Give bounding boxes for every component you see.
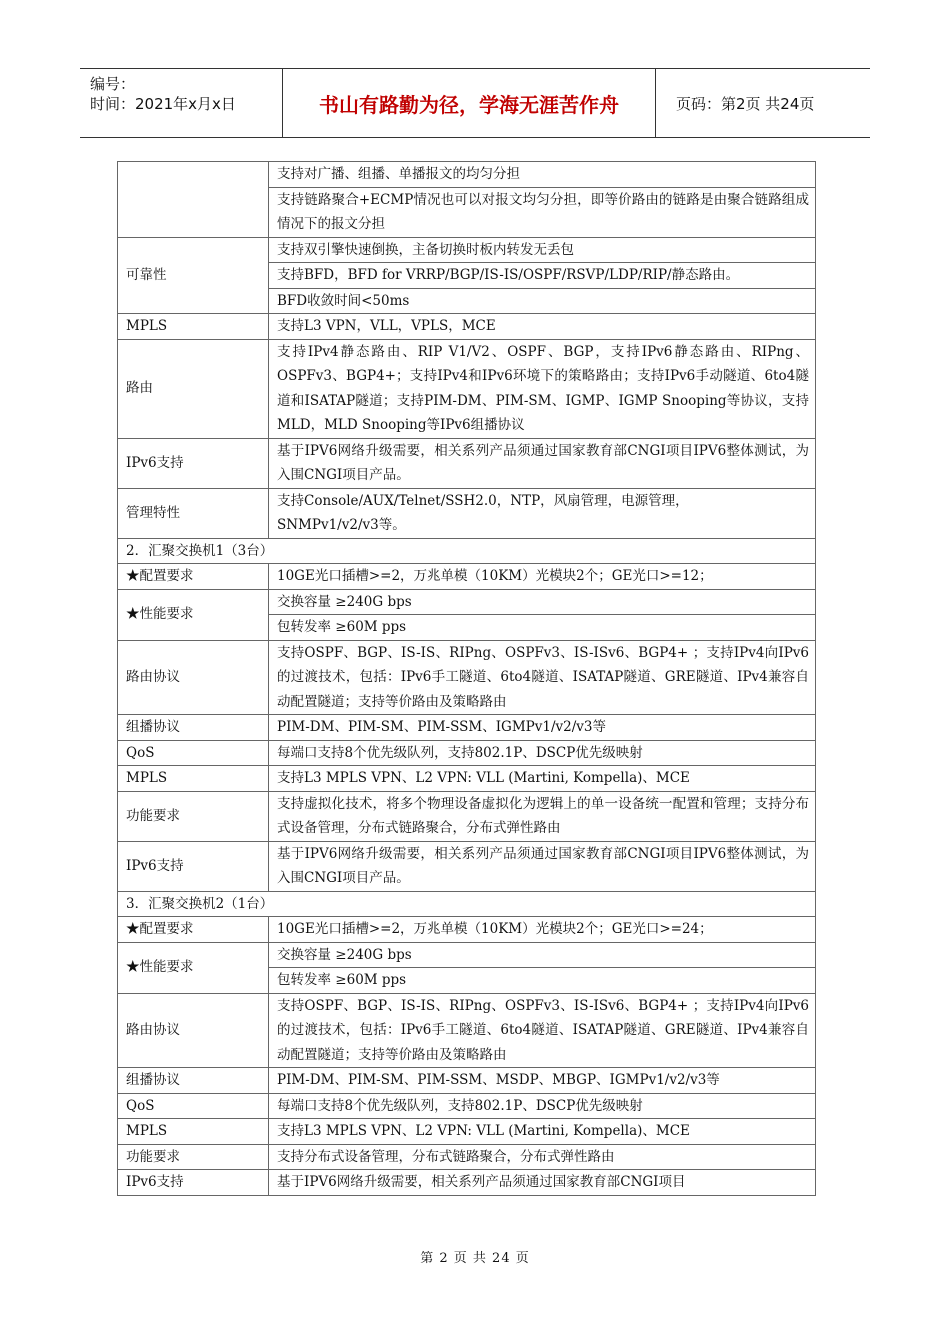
section-heading-row — [118, 538, 816, 564]
table-cell: 支持链路聚合+ECMP情况也可以对报文均匀分担，即等价路由的链路是由聚合链路组成情况下的报文分担 — [269, 187, 816, 237]
table-cell: PIM-DM、PIM-SM、PIM-SSM、MSDP、MBGP、IGMPv1/v2/v3等 — [269, 1068, 816, 1094]
section-heading-row — [118, 891, 816, 917]
row-key-mgmt: 管理特性 — [118, 488, 269, 538]
table-cell: 10GE光口插槽>=2，万兆单模（10KM）光模块2个；GE光口>=24； — [269, 917, 816, 943]
page-header — [80, 68, 870, 138]
table-row — [118, 1068, 816, 1094]
table-cell: 基于IPV6网络升级需要，相关系列产品须通过国家教育部CNGI项目 — [269, 1170, 816, 1196]
row-key-routing: 路由 — [118, 339, 269, 438]
table-cell — [118, 162, 269, 238]
table-row — [118, 1119, 816, 1145]
table-cell: PIM-DM、PIM-SM、PIM-SSM、IGMPv1/v2/v3等 — [269, 715, 816, 741]
table-row — [118, 917, 816, 943]
table-row — [118, 1170, 816, 1196]
table-cell: 支持OSPF、BGP、IS-IS、RIPng、OSPFv3、IS-ISv6、BGP4+ ；支持IPv4向IPv6的过渡技术，包括：IPv6手工隧道、6to4隧道、ISATAP隧道、GRE隧道、IPv4兼容自动配置隧道；支持等价路由及策略路由 — [269, 640, 816, 715]
table-row — [118, 314, 816, 340]
table-row — [118, 841, 816, 891]
table-cell — [269, 488, 816, 538]
table-cell: 包转发率 ≥60M pps — [269, 615, 816, 641]
table-row — [118, 740, 816, 766]
doc-number-label: 编号： — [90, 75, 136, 93]
spec-table — [117, 161, 816, 1196]
page-info-text: 页码：第2页 共24页 — [676, 94, 815, 113]
table-row — [118, 942, 816, 968]
row-key: 功能要求 — [118, 791, 269, 841]
header-motto: 书山有路勤为径，学海无涯苦作舟 — [283, 69, 656, 137]
table-row — [118, 237, 816, 263]
table-cell: 支持BFD，BFD for VRRP/BGP/IS-IS/OSPF/RSVP/LDP/RIP/静态路由。 — [269, 263, 816, 289]
row-key: QoS — [118, 1093, 269, 1119]
table-row — [118, 1144, 816, 1170]
row-key: 组播协议 — [118, 715, 269, 741]
table-row — [118, 162, 816, 188]
table-cell: 基于IPV6网络升级需要，相关系列产品须通过国家教育部CNGI项目IPV6整体测试，为入围CNGI项目产品。 — [269, 438, 816, 488]
table-cell: 支持虚拟化技术，将多个物理设备虚拟化为逻辑上的单一设备统一配置和管理；支持分布式设备管理，分布式链路聚合，分布式弹性路由 — [269, 791, 816, 841]
table-row — [118, 488, 816, 538]
row-key: IPv6支持 — [118, 841, 269, 891]
table-row — [118, 1093, 816, 1119]
table-cell: 支持分布式设备管理，分布式链路聚合，分布式弹性路由 — [269, 1144, 816, 1170]
table-row — [118, 640, 816, 715]
mgmt-line-2: SNMPv1/v2/v3等。 — [277, 517, 406, 533]
row-key: 组播协议 — [118, 1068, 269, 1094]
table-cell: 支持L3 MPLS VPN、L2 VPN: VLL (Martini, Kompella)、MCE — [269, 1119, 816, 1145]
mgmt-line-1: 支持Console/AUX/Telnet/SSH2.0，NTP，风扇管理，电源管理， — [277, 492, 689, 509]
row-key: ★性能要求 — [118, 589, 269, 640]
table-cell: BFD收敛时间<50ms — [269, 288, 816, 314]
table-cell: 10GE光口插槽>=2，万兆单模（10KM）光模块2个；GE光口>=12； — [269, 564, 816, 590]
doc-date-label: 时间：2021年x月x日 — [90, 95, 236, 113]
section-title: 3．汇聚交换机2（1台） — [118, 891, 816, 917]
table-row — [118, 339, 816, 438]
row-key: 路由协议 — [118, 993, 269, 1068]
row-key: MPLS — [118, 1119, 269, 1145]
table-row — [118, 438, 816, 488]
table-row — [118, 791, 816, 841]
table-cell: 交换容量 ≥240G bps — [269, 589, 816, 615]
row-key: ★配置要求 — [118, 564, 269, 590]
row-key-ipv6: IPv6支持 — [118, 438, 269, 488]
table-row — [118, 715, 816, 741]
table-cell: 每端口支持8个优先级队列，支持802.1P、DSCP优先级映射 — [269, 740, 816, 766]
table-row — [118, 564, 816, 590]
table-row — [118, 589, 816, 615]
table-cell: 支持L3 MPLS VPN、L2 VPN: VLL (Martini, Kompella)、MCE — [269, 766, 816, 792]
table-cell: 包转发率 ≥60M pps — [269, 968, 816, 994]
table-cell: 支持OSPF、BGP、IS-IS、RIPng、OSPFv3、IS-ISv6、BGP4+ ；支持IPv4向IPv6的过渡技术，包括：IPv6手工隧道、6to4隧道、ISATAP隧道、GRE隧道、IPv4兼容自动配置隧道；支持等价路由及策略路由 — [269, 993, 816, 1068]
table-cell: 基于IPV6网络升级需要，相关系列产品须通过国家教育部CNGI项目IPV6整体测试，为入围CNGI项目产品。 — [269, 841, 816, 891]
row-key: 功能要求 — [118, 1144, 269, 1170]
table-cell: 支持L3 VPN，VLL，VPLS，MCE — [269, 314, 816, 340]
row-key-mpls: MPLS — [118, 314, 269, 340]
table-cell: 支持IPv4静态路由、RIP V1/V2、OSPF、BGP，支持IPv6静态路由、RIPng、OSPFv3、BGP4+；支持IPv4和IPv6环境下的策略路由；支持IPv6手动隧道、6to4隧道和ISATAP隧道；支持PIM-DM、PIM-SM、IGMP、IGMP Snooping等协议，支持MLD，MLD Snooping等IPv6组播协议 — [269, 339, 816, 438]
header-meta — [80, 69, 283, 137]
row-key: MPLS — [118, 766, 269, 792]
row-key-reliability: 可靠性 — [118, 237, 269, 314]
table-row — [118, 766, 816, 792]
row-key: IPv6支持 — [118, 1170, 269, 1196]
row-key: QoS — [118, 740, 269, 766]
row-key: ★配置要求 — [118, 917, 269, 943]
page-footer: 第 2 页 共 24 页 — [420, 1251, 530, 1266]
table-cell: 支持双引擎快速倒换，主备切换时板内转发无丢包 — [269, 237, 816, 263]
table-cell: 每端口支持8个优先级队列，支持802.1P、DSCP优先级映射 — [269, 1093, 816, 1119]
table-cell: 交换容量 ≥240G bps — [269, 942, 816, 968]
section-title: 2．汇聚交换机1（3台） — [118, 538, 816, 564]
table-cell: 支持对广播、组播、单播报文的均匀分担 — [269, 162, 816, 188]
table-row — [118, 993, 816, 1068]
row-key: ★性能要求 — [118, 942, 269, 993]
header-page-info — [666, 69, 870, 137]
row-key: 路由协议 — [118, 640, 269, 715]
